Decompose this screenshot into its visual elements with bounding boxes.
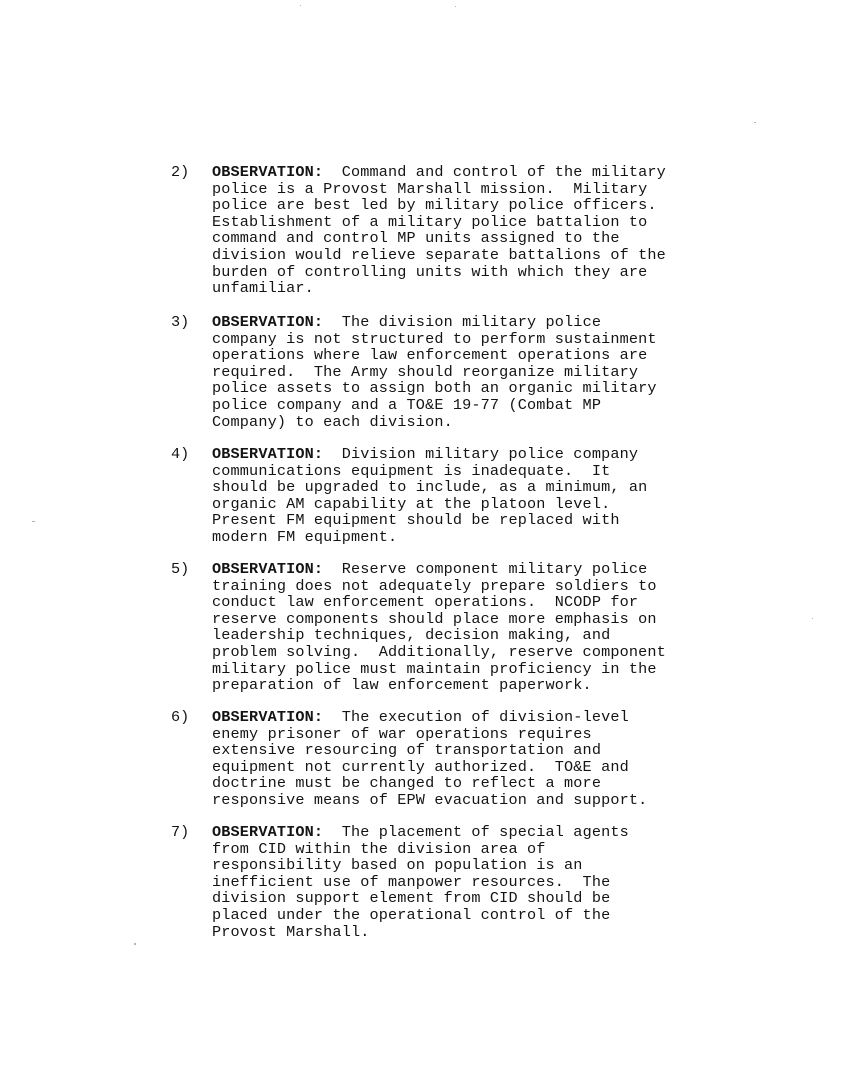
observation-first-line: [212, 446, 638, 463]
observation-line: Company) to each division.: [212, 412, 453, 431]
observation-line: preparation of law enforcement paperwork.: [212, 676, 592, 695]
scan-speck: [134, 943, 136, 945]
scan-speck: [32, 521, 35, 522]
observation-line: burden of controlling units with which they are: [212, 262, 648, 281]
observation-line: Present FM equipment should be replaced with: [212, 511, 620, 530]
observation-line: doctrine must be changed to reflect a more: [212, 774, 602, 793]
observation-line: from CID within the division area of: [212, 839, 546, 858]
observation-text: Reserve component military police: [323, 560, 648, 578]
scan-speck: [812, 618, 813, 619]
observation-line: responsive means of EPW evacuation and support.: [212, 791, 648, 809]
observation-line: operations where law enforcement operations are: [212, 346, 648, 365]
observation-label: OBSERVATION:: [212, 823, 324, 841]
observation-line: leadership techniques, decision making, and: [212, 626, 611, 645]
observation-first-line: [212, 561, 647, 578]
observation-first-line: [212, 709, 629, 726]
observation-line: military police must maintain proficiency in the: [212, 659, 657, 678]
scan-speck: [754, 122, 756, 123]
observation-line: reserve components should place more emphasis on: [212, 609, 657, 628]
observation-first-line: [212, 164, 666, 181]
observation-line: organic AM capability at the platoon level.: [212, 494, 611, 513]
observation-line: police is a Provost Marshall mission. Military: [212, 179, 648, 198]
observation-number: 3): [171, 313, 190, 331]
observation-label: OBSERVATION:: [212, 560, 324, 578]
observation-text: The placement of special agents: [323, 823, 629, 841]
observation-line: police are best led by military police officers.: [212, 196, 657, 215]
observation-label: OBSERVATION:: [212, 445, 324, 463]
observation-line: division would relieve separate battalions of the: [212, 246, 666, 264]
observation-line: modern FM equipment.: [212, 528, 398, 546]
observation-line: communications equipment is inadequate. It: [212, 461, 611, 480]
observation-line: division support element from CID should be: [212, 889, 611, 908]
observation-line: Provost Marshall.: [212, 922, 370, 941]
scan-speck: [300, 5, 301, 6]
observation-number: 7): [171, 823, 190, 841]
observation-line: extensive resourcing of transportation and: [212, 741, 602, 760]
observation-line: should be upgraded to include, as a minimum, an: [212, 478, 648, 497]
observation-first-line: [212, 824, 629, 841]
observation-line: conduct law enforcement operations. NCODP for: [212, 593, 639, 612]
observation-text: The division military police: [323, 313, 602, 331]
observation-line: required. The Army should reorganize military: [212, 362, 639, 381]
observation-text: Division military police company: [323, 445, 639, 463]
scan-speck: [455, 6, 456, 7]
observation-line: Establishment of a military police battalion to: [212, 212, 648, 231]
observation-text: The execution of division-level: [323, 708, 629, 726]
observation-line: police company and a TO&E 19-77 (Combat MP: [212, 396, 602, 414]
observation-number: 6): [171, 708, 190, 726]
observation-line: enemy prisoner of war operations requires: [212, 724, 592, 743]
observation-first-line: [212, 314, 601, 331]
observation-label: OBSERVATION:: [212, 313, 324, 331]
observation-line: problem solving. Additionally, reserve component: [212, 643, 666, 661]
observation-line: command and control MP units assigned to the: [212, 229, 620, 248]
observation-line: equipment not currently authorized. TO&E and: [212, 757, 629, 776]
observation-label: OBSERVATION:: [212, 163, 324, 181]
observation-number: 4): [171, 445, 190, 463]
observation-label: OBSERVATION:: [212, 708, 324, 726]
observation-text: Command and control of the military: [323, 163, 666, 181]
observation-line: responsibility based on population is an: [212, 856, 583, 875]
observation-line: police assets to assign both an organic military: [212, 379, 657, 398]
observation-line: unfamiliar.: [212, 279, 314, 298]
observation-line: company is not structured to perform sustainment: [212, 329, 657, 348]
observation-number: 2): [171, 163, 190, 181]
observation-line: inefficient use of manpower resources. The: [212, 872, 611, 891]
observation-line: training does not adequately prepare soldiers to: [212, 576, 657, 595]
observation-line: placed under the operational control of the: [212, 906, 611, 924]
observation-number: 5): [171, 560, 190, 578]
